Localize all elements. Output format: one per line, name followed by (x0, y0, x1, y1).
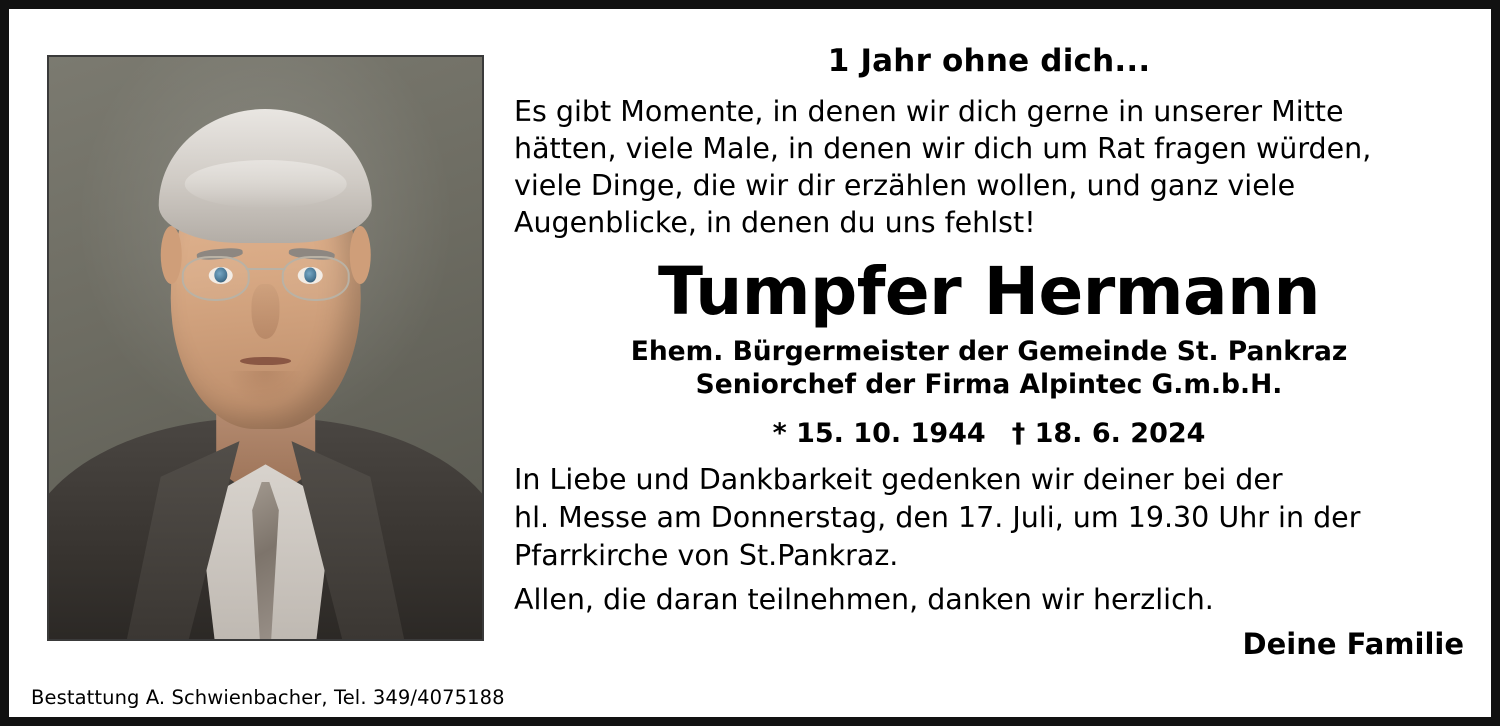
verse-line: Augenblicke, in denen du uns fehlst! (514, 206, 1036, 239)
mouth-shape (240, 357, 291, 366)
closing-line: Allen, die daran teilnehmen, danken wir herzlich. (514, 583, 1214, 616)
portrait-photo (49, 57, 482, 639)
verse-line: viele Dinge, die wir dir erzählen wollen, und ganz viele (514, 169, 1296, 202)
ear-left-shape (161, 226, 182, 284)
family-signature: Deine Familie (1242, 627, 1464, 661)
lens-right-shape (282, 256, 350, 301)
service-line: hl. Messe am Donnerstag, den 17. Juli, um 19.30 Uhr in der (514, 501, 1361, 534)
funeral-home-footer: Bestattung A. Schwienbacher, Tel. 349/4075188 (31, 686, 505, 709)
death-date: † 18. 6. 2024 (1011, 418, 1206, 449)
notice-inner (9, 9, 1491, 717)
glasses-bridge-shape (245, 268, 285, 271)
headline: 1 Jahr ohne dich... (827, 43, 1151, 79)
service-line: In Liebe und Dankbarkeit gedenken wir deiner bei der (514, 463, 1283, 496)
portrait-frame (47, 55, 484, 641)
lens-left-shape (182, 256, 250, 301)
nose-shape (251, 284, 280, 339)
chin-shadow-shape (227, 371, 303, 406)
role-block (514, 335, 1464, 401)
verse-block (514, 93, 1464, 241)
verse-line: hätten, viele Male, in denen wir dich um Rat fragen würden, (514, 132, 1372, 165)
hair-shape (159, 109, 372, 243)
service-line: Pfarrkirche von St.Pankraz. (514, 539, 899, 572)
role-line: Seniorchef der Firma Alpintec G.m.b.H. (695, 369, 1283, 400)
verse-line: Es gibt Momente, in denen wir dich gerne in unserer Mitte (514, 95, 1344, 128)
role-line: Ehem. Bürgermeister der Gemeinde St. Pankraz (630, 336, 1348, 367)
life-dates (514, 418, 1464, 449)
deceased-name: Tumpfer Hermann (657, 253, 1321, 330)
head-shape (170, 138, 361, 429)
service-details (514, 461, 1464, 575)
ear-right-shape (349, 226, 370, 284)
birth-date: * 15. 10. 1944 (772, 418, 986, 449)
text-column (514, 43, 1464, 661)
